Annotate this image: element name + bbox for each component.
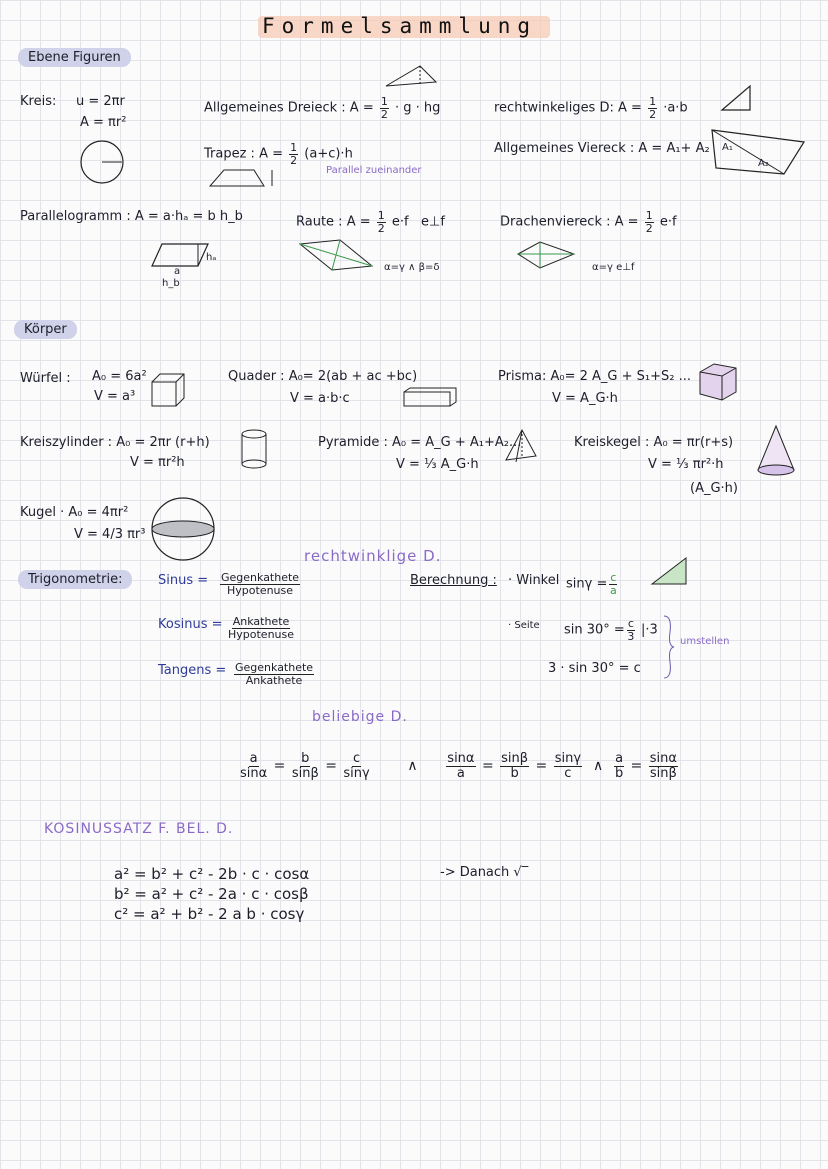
trapez-note: Parallel zueinander xyxy=(326,165,422,176)
trapezoid-sketch xyxy=(206,164,282,190)
kosinus-def: $\frac{\text{Ankathete}}{\text{Hypotenuse}}$ xyxy=(228,615,295,641)
section-heading-ebene: Ebene Figuren xyxy=(18,48,131,67)
sphere-sketch xyxy=(150,496,216,562)
recht-formula: rechtwinkeliges D: A = $\frac{1}{2}$ ·a·b xyxy=(494,95,688,121)
dreieck-formula: Allgemeines Dreieck : A = $\frac{1}{2}$ · g · hg xyxy=(204,95,441,121)
raute-formula: Raute : A = $\frac{1}{2}$ e·f e⊥f xyxy=(296,209,445,235)
quader-label-f1: Quader : A₀= 2(ab + ac +bc) xyxy=(228,369,418,384)
berechnung-result: 3 · sin 30° = c xyxy=(548,661,641,676)
cylinder-sketch xyxy=(240,428,270,470)
kugel-f2: V = 4/3 πr³ xyxy=(74,527,146,542)
kosinussatz-line-3: c² = a² + b² - 2 a b · cosγ xyxy=(114,905,305,923)
sinus-def: $\frac{\text{Gegenkathete}}{\text{Hypotenuse}}$ xyxy=(221,571,300,597)
kegel-f2: V = ⅓ πr²·h xyxy=(648,457,724,472)
para-ha: hₐ xyxy=(206,252,217,263)
kosinussatz-heading: KOSINUSSATZ F. BEL. D. xyxy=(44,821,234,837)
trig-triangle-sketch xyxy=(650,556,690,586)
pyramide-label-f1: Pyramide : A₀ = A_G + A₁+A₂... xyxy=(318,435,522,450)
circle-sketch xyxy=(80,140,126,186)
umstellen-note: umstellen xyxy=(680,636,730,647)
berechnung-label: Berechnung : xyxy=(410,573,497,588)
trapez-formula: Trapez : A = $\frac{1}{2}$ (a+c)·h xyxy=(204,141,353,167)
para-hb: h_b xyxy=(162,278,180,289)
raute-angles: α=γ ∧ β=δ xyxy=(384,262,440,273)
rw-heading: rechtwinklige D. xyxy=(304,547,442,565)
viereck-formula: Allgemeines Viereck : A = A₁+ A₂ xyxy=(494,141,710,156)
quader-f2: V = a·b·c xyxy=(290,391,350,406)
prism-sketch xyxy=(696,362,742,402)
prisma-label-f1: Prisma: A₀= 2 A_G + S₁+S₂ ... xyxy=(498,369,692,384)
parallelogram-sketch xyxy=(150,240,212,270)
wuerfel-f2: V = a³ xyxy=(94,389,136,404)
cone-sketch xyxy=(756,424,796,480)
section-heading-koerper: Körper xyxy=(14,320,77,339)
pyramid-sketch xyxy=(504,428,538,464)
berechnung-seite: · Seite xyxy=(508,620,540,631)
prisma-f2: V = A_G·h xyxy=(552,391,618,406)
drachen-formula: Drachenviereck : A = $\frac{1}{2}$ e·f xyxy=(500,209,677,235)
cube-sketch xyxy=(150,372,186,408)
kosinus-label: Kosinus = xyxy=(158,617,223,632)
kosinussatz-line-2: b² = a² + c² - 2a · c · cosβ xyxy=(114,885,309,903)
sinus-label: Sinus = xyxy=(158,573,209,588)
page-title: Formelsammlung xyxy=(262,14,537,38)
tangens-def: $\frac{\text{Gegenkathete}}{\text{Ankathete}}$ xyxy=(235,661,314,687)
triangle-sketch xyxy=(382,62,442,90)
beliebig-heading: beliebige D. xyxy=(312,709,408,725)
wuerfel-label: Würfel : xyxy=(20,371,71,386)
sinussatz: $\frac{a}{\sin\alpha}$ = $\frac{b}{\sin\beta}$ = $\frac{c}{\sin\gamma}$ ∧ $\frac{\sin\alpha}{a}$ = $\frac{\sin\beta}{b}$ = $\frac{\sin\gamma}{c}$ ∧ $\frac{a}{b}$ = $\frac{\sin\alpha}{\sin\beta}$ xyxy=(240,751,677,781)
zylinder-label-f1: Kreiszylinder : A₀ = 2πr (r+h) xyxy=(20,435,210,450)
pyramide-f2: V = ⅓ A_G·h xyxy=(396,457,479,472)
brace-icon xyxy=(662,614,676,680)
tangens-label: Tangens = xyxy=(158,663,227,678)
drachen-note: α=γ e⊥f xyxy=(592,262,635,273)
kegel-f3: (A_G·h) xyxy=(690,481,738,496)
rhombus-sketch xyxy=(296,236,376,272)
kreis-flaeche: A = πr² xyxy=(80,115,127,130)
berechnung-seite-formula: sin 30° = $\frac{c}{3}$ |·3 xyxy=(564,617,658,643)
kegel-label-f1: Kreiskegel : A₀ = πr(r+s) xyxy=(574,435,734,450)
kite-sketch xyxy=(514,238,578,272)
parallelogramm-formula: Parallelogramm : A = a·hₐ = b h_b xyxy=(20,209,243,224)
right-triangle-sketch xyxy=(720,84,752,112)
quadrilateral-sketch xyxy=(710,128,806,178)
danach-note: -> Danach √‾ xyxy=(440,865,529,880)
wuerfel-f1: A₀ = 6a² xyxy=(92,369,147,384)
berechnung-winkel-formula: sinγ = $\frac{c}{a}$ xyxy=(566,571,617,597)
viereck-a1: A₁ xyxy=(722,142,733,153)
section-heading-trig: Trigonometrie: xyxy=(18,570,132,589)
viereck-a2: A₂ xyxy=(758,158,769,169)
cuboid-sketch xyxy=(402,386,460,408)
kugel-label-f1: Kugel · A₀ = 4πr² xyxy=(20,505,129,520)
kosinussatz-line-1: a² = b² + c² - 2b · c · cosα xyxy=(114,865,310,883)
kreis-umfang: u = 2πr xyxy=(76,94,125,109)
para-a: a xyxy=(174,266,181,277)
berechnung-winkel: · Winkel xyxy=(508,573,560,588)
kreis-label: Kreis: xyxy=(20,94,57,109)
zylinder-f2: V = πr²h xyxy=(130,455,185,470)
